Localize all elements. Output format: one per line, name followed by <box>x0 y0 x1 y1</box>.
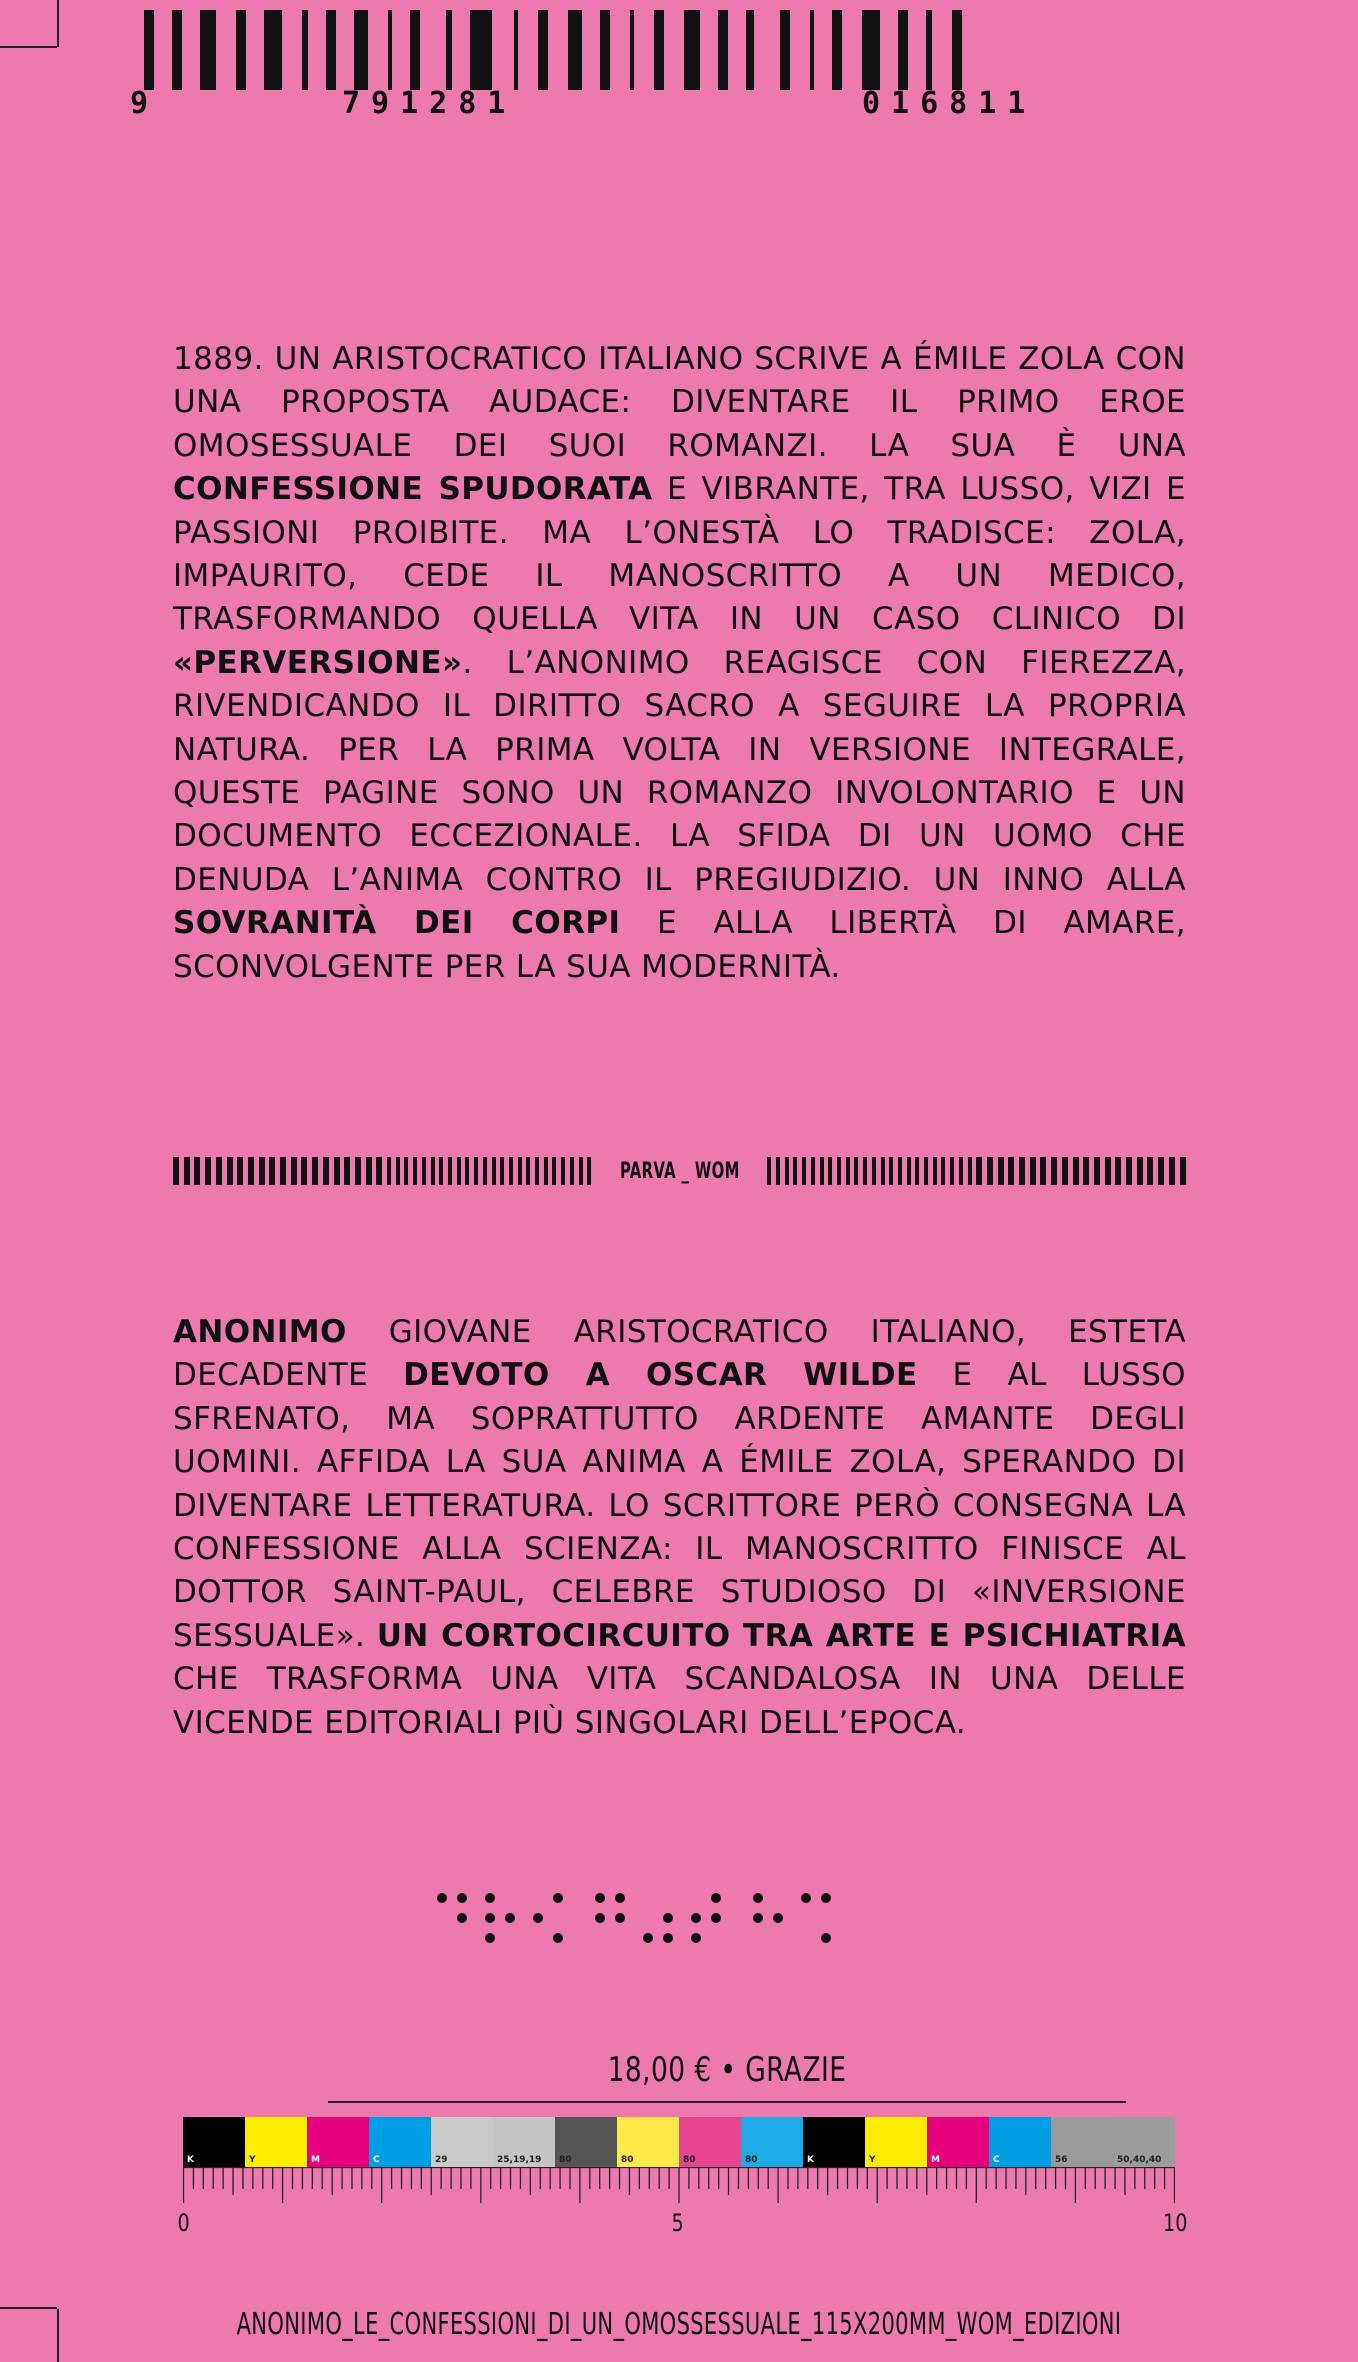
divider-bar <box>431 1157 435 1185</box>
barcode-bar <box>470 10 492 90</box>
braille-dot <box>773 1913 783 1923</box>
crop-mark-top-left-h <box>0 46 57 48</box>
barcode-bar <box>568 10 582 90</box>
price-underline <box>328 2101 1126 2103</box>
crop-mark-bottom-left-v <box>57 2309 59 2362</box>
divider-bar <box>915 1157 919 1185</box>
synopsis-part-4: E ALLA LIBERTÀ DI AMARE, SCONVOLGENTE PER LA SUA MODERNITÀ. <box>173 905 1186 985</box>
divider-bar <box>889 1157 893 1185</box>
divider-bar <box>344 1157 350 1185</box>
divider-bar <box>439 1157 443 1185</box>
barcode <box>130 10 1230 100</box>
divider-bar <box>387 1157 391 1185</box>
divider-bar <box>552 1157 556 1185</box>
author-part-3: CHE TRASFORMA UNA VITA SCANDALOSA IN UNA DELLE VICENDE EDITORIALI PIÙ SINGOLARI DELL’EPOCA. <box>173 1661 1186 1741</box>
color-swatch-label: M <box>931 2155 940 2165</box>
divider-bar <box>802 1157 806 1185</box>
braille-dot <box>553 1893 563 1903</box>
divider-bar <box>1073 1157 1079 1185</box>
braille-dot <box>505 1913 515 1923</box>
color-swatch <box>989 2117 1051 2167</box>
divider-bar <box>1169 1157 1175 1185</box>
braille-dot <box>437 1893 447 1903</box>
synopsis-part-2: E VIBRANTE, TRA LUSSO, VIZI E PASSIONI PROIBITE. MA L’ONESTÀ LO TRADISCE: ZOLA, IMPAURITO, CEDE IL MANOSCRITTO A UN MEDICO, TRASFORMANDO QUELLA VITA IN UN CASO CLINICO DI <box>173 471 1187 638</box>
divider-bar <box>227 1157 233 1185</box>
color-swatch-label: 80 <box>559 2155 572 2165</box>
divider-bar <box>1062 1157 1068 1185</box>
divider-bar <box>248 1157 254 1185</box>
divider-bar <box>924 1157 928 1185</box>
color-swatch <box>617 2117 679 2167</box>
divider-bar <box>1051 1157 1057 1185</box>
braille-dot <box>821 1933 831 1943</box>
divider-bar <box>535 1157 539 1185</box>
color-swatch <box>369 2117 431 2167</box>
barcode-lead-digit: 9 <box>130 86 160 121</box>
divider-bar <box>933 1157 937 1185</box>
author-part-1: GIOVANE ARISTOCRATICO ITALIANO, ESTETA DECADENTE <box>173 1314 1186 1394</box>
series-label: PARVA _ WOM <box>619 1158 740 1184</box>
divider-bar <box>785 1157 789 1185</box>
divider-bar <box>500 1157 504 1185</box>
color-swatch <box>431 2117 493 2167</box>
color-swatch <box>741 2117 803 2167</box>
author-bold-3: UN CORTOCIRCUITO TRA ARTE E PSICHIATRIA <box>376 1617 1186 1654</box>
barcode-bar <box>600 10 610 90</box>
divider-bar <box>837 1157 841 1185</box>
barcode-bar <box>410 10 420 90</box>
color-swatch <box>245 2117 307 2167</box>
divider-bar <box>483 1157 487 1185</box>
divider-bar <box>173 1157 179 1185</box>
color-swatch-label: 50,40,40 <box>1117 2155 1162 2165</box>
divider-bar <box>334 1157 340 1185</box>
divider-bar <box>987 1157 993 1185</box>
color-swatch <box>493 2117 555 2167</box>
divider-bar <box>998 1157 1004 1185</box>
divider-bar <box>259 1157 265 1185</box>
author-bio <box>173 1311 1186 1745</box>
divider-bar <box>301 1157 307 1185</box>
barcode-bar <box>264 10 282 90</box>
divider-bar <box>413 1157 417 1185</box>
divider-bar <box>323 1157 329 1185</box>
synopsis-part-3: . L’ANONIMO REAGISCE CON FIEREZZA, RIVENDICANDO IL DIRITTO SACRO A SEGUIRE LA PROPRIA NATURA. PER LA PRIMA VOLTA IN VERSIONE INTEGRALE, QUESTE PAGINE SONO UN ROMANZO INVOLONTARIO E UN DOCUMENTO ECCEZIONALE. LA SFIDA DI UN UOMO CHE DENUDA L’ANIMA CONTRO IL PREGIUDIZIO. UN INNO ALLA <box>173 644 1186 898</box>
divider-bar <box>767 1157 771 1185</box>
barcode-bar <box>538 10 548 90</box>
divider-bar <box>448 1157 452 1185</box>
divider-bar <box>404 1157 408 1185</box>
price-text: 18,00 € • GRAZIE <box>607 2050 847 2090</box>
divider-bar <box>492 1157 496 1185</box>
barcode-bar <box>446 10 452 90</box>
color-swatch-label: Y <box>869 2155 876 2165</box>
divider-bar <box>941 1157 945 1185</box>
divider-bar <box>269 1157 275 1185</box>
divider-bar <box>1105 1157 1111 1185</box>
synopsis-bold-2: «PERVERSIONE» <box>173 644 463 681</box>
color-swatch-label: 56 <box>1055 2155 1068 2165</box>
divider-bar <box>776 1157 780 1185</box>
ruler-label-0: 0 <box>177 2209 190 2237</box>
divider-bar <box>1158 1157 1164 1185</box>
barcode-bar <box>718 10 728 90</box>
barcode-bar <box>780 10 790 90</box>
divider-bar <box>366 1157 372 1185</box>
divider-bar <box>1115 1157 1121 1185</box>
barcode-bar <box>684 10 700 90</box>
divider-bar <box>950 1157 954 1185</box>
divider-bar <box>968 1157 972 1185</box>
divider-bar <box>1083 1157 1089 1185</box>
braille-dot <box>663 1933 673 1943</box>
divider-bar <box>518 1157 522 1185</box>
braille-dot <box>457 1913 467 1923</box>
braille-dot <box>615 1913 625 1923</box>
barcode-bar <box>630 10 634 90</box>
barcode-bar <box>354 10 368 90</box>
divider-bar <box>216 1157 222 1185</box>
divider-bar <box>355 1157 361 1185</box>
divider-bar <box>526 1157 530 1185</box>
color-swatch-label: 80 <box>621 2155 634 2165</box>
divider-bar <box>1137 1157 1143 1185</box>
barcode-bar <box>832 10 842 90</box>
color-swatch-label: 80 <box>683 2155 696 2165</box>
divider-bar <box>1180 1157 1186 1185</box>
barcode-bar <box>144 10 154 90</box>
divider-bar <box>376 1157 382 1185</box>
divider-bar <box>907 1157 911 1185</box>
color-swatch <box>803 2117 865 2167</box>
color-swatch <box>1051 2117 1113 2167</box>
braille-dot <box>533 1913 543 1923</box>
divider-bar <box>793 1157 797 1185</box>
divider-bar <box>587 1157 591 1185</box>
braille-dot <box>485 1933 495 1943</box>
color-swatch-label: M <box>311 2155 320 2165</box>
series-divider <box>173 1155 1186 1187</box>
braille-dot <box>643 1933 653 1943</box>
braille-dot <box>595 1893 605 1903</box>
barcode-bar <box>388 10 392 90</box>
divider-bar <box>422 1157 426 1185</box>
divider-bar <box>205 1157 211 1185</box>
color-swatch-label: K <box>187 2155 194 2165</box>
braille-dot <box>595 1913 605 1923</box>
divider-bar <box>811 1157 815 1185</box>
color-swatch-label: 29 <box>435 2155 448 2165</box>
divider-bar <box>898 1157 902 1185</box>
ruler-label-5: 5 <box>671 2209 684 2237</box>
divider-bar <box>854 1157 858 1185</box>
color-swatch <box>307 2117 369 2167</box>
divider-bar <box>820 1157 824 1185</box>
divider-bar <box>184 1157 190 1185</box>
braille-dots <box>430 1890 930 1950</box>
braille-dot <box>663 1913 673 1923</box>
divider-bar <box>1019 1157 1025 1185</box>
divider-bar <box>194 1157 200 1185</box>
color-swatch <box>865 2117 927 2167</box>
crop-mark-top-left-v <box>57 0 59 47</box>
braille-dot <box>711 1893 721 1903</box>
divider-bar <box>561 1157 565 1185</box>
divider-bar <box>1126 1157 1132 1185</box>
divider-bar <box>1030 1157 1036 1185</box>
braille-dot <box>457 1893 467 1903</box>
divider-bar <box>474 1157 478 1185</box>
ruler-label-10: 10 <box>1163 2209 1188 2237</box>
barcode-bar <box>236 10 246 90</box>
braille-dot <box>553 1933 563 1943</box>
barcode-bar <box>810 10 814 90</box>
color-swatch-label: K <box>807 2155 814 2165</box>
synopsis-bold-1: CONFESSIONE SPUDORATA <box>173 471 653 508</box>
barcode-bar <box>898 10 908 90</box>
barcode-bar <box>172 10 182 90</box>
author-part-2: E AL LUSSO SFRENATO, MA SOPRATTUTTO ARDENTE AMANTE DEGLI UOMINI. AFFIDA LA SUA ANIMA A ÉMILE ZOLA, SPERANDO DI DIVENTARE LETTERATURA. LO SCRITTORE PERÒ CONSEGNA LA CONFESSIONE ALLA SCIENZA: IL MANOSCRITTO FINISCE AL DOTTOR SAINT-PAUL, CELEBRE STUDIOSO DI «INVERSIONE SESSUALE». <box>173 1357 1186 1654</box>
divider-bar <box>396 1157 400 1185</box>
color-swatch <box>555 2117 617 2167</box>
divider-bars-left <box>173 1157 592 1185</box>
divider-bar <box>1040 1157 1046 1185</box>
author-bold-1: ANONIMO <box>173 1314 347 1350</box>
barcode-bar <box>952 10 962 90</box>
barcode-bar <box>746 10 754 90</box>
barcode-bar <box>654 10 664 90</box>
synopsis-text <box>173 338 1186 989</box>
divider-bar <box>846 1157 850 1185</box>
color-swatch <box>1113 2117 1175 2167</box>
divider-bar <box>881 1157 885 1185</box>
color-swatch-label: 80 <box>745 2155 758 2165</box>
barcode-bar <box>514 10 518 90</box>
divider-bar <box>579 1157 583 1185</box>
barcode-group-2: 016811 <box>862 86 1037 121</box>
braille-dot <box>753 1913 763 1923</box>
braille-dot <box>753 1893 763 1903</box>
crop-mark-bottom-left-h <box>0 2307 57 2309</box>
barcode-bar <box>302 10 308 90</box>
author-bold-2: DEVOTO A OSCAR WILDE <box>403 1357 918 1394</box>
braille-dot <box>711 1913 721 1923</box>
color-swatch-label: 25,19,19 <box>497 2155 542 2165</box>
braille-dot <box>485 1913 495 1923</box>
divider-bar <box>312 1157 318 1185</box>
divider-bar <box>976 1157 982 1185</box>
divider-bar <box>280 1157 286 1185</box>
synopsis-part-1: 1889. UN ARISTOCRATICO ITALIANO SCRIVE A ÉMILE ZOLA CON UNA PROPOSTA AUDACE: DIVENTARE IL PRIMO EROE OMOSESSUALE DEI SUOI ROMANZI. LA SUA È UNA <box>173 341 1186 464</box>
barcode-bar <box>200 10 216 90</box>
barcode-bar <box>926 10 932 90</box>
divider-bar <box>1008 1157 1014 1185</box>
divider-bar <box>570 1157 574 1185</box>
divider-bar <box>959 1157 963 1185</box>
divider-bar <box>457 1157 461 1185</box>
divider-bar <box>291 1157 297 1185</box>
barcode-bar <box>326 10 336 90</box>
divider-bar <box>465 1157 469 1185</box>
color-swatch-label: C <box>373 2155 380 2165</box>
divider-bar <box>544 1157 548 1185</box>
divider-bar <box>1094 1157 1100 1185</box>
divider-bar <box>863 1157 867 1185</box>
file-name-footer: ANONIMO_LE_CONFESSIONI_DI_UN_OMOSSESSUALE_115X200MM_WOM_EDIZIONI <box>236 2307 1122 2342</box>
barcode-bar <box>862 10 880 90</box>
color-swatch <box>183 2117 245 2167</box>
divider-bar <box>828 1157 832 1185</box>
braille-dot <box>801 1893 811 1903</box>
color-swatch-label: Y <box>249 2155 256 2165</box>
color-calibration-bar <box>183 2117 1175 2167</box>
divider-bar <box>237 1157 243 1185</box>
divider-bar <box>509 1157 513 1185</box>
color-swatch-label: C <box>993 2155 1000 2165</box>
divider-bar <box>1147 1157 1153 1185</box>
divider-bars-right <box>767 1157 1186 1185</box>
braille-dot <box>485 1893 495 1903</box>
barcode-group-1: 791281 <box>342 86 517 121</box>
color-swatch <box>927 2117 989 2167</box>
braille-dot <box>691 1913 701 1923</box>
color-swatch <box>679 2117 741 2167</box>
synopsis-bold-3: SOVRANITÀ DEI CORPI <box>173 905 621 942</box>
braille-dot <box>615 1893 625 1903</box>
braille-dot <box>821 1893 831 1903</box>
braille-dot <box>691 1933 701 1943</box>
divider-bar <box>872 1157 876 1185</box>
